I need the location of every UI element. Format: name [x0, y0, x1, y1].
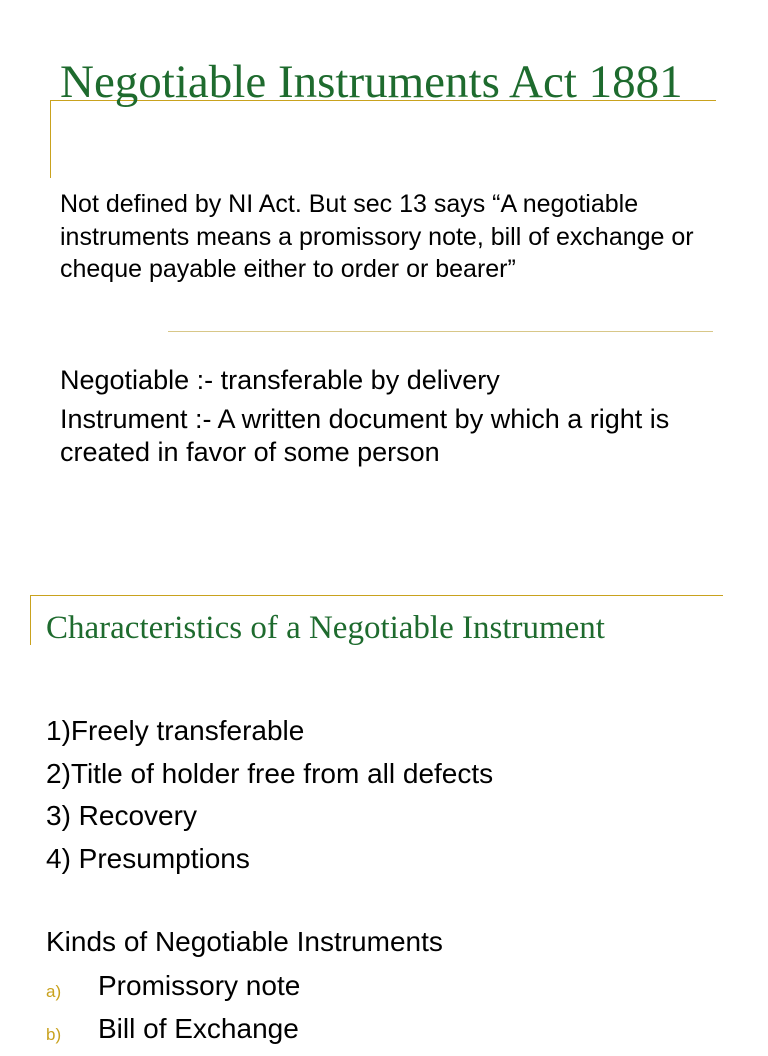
list-marker: a): [46, 982, 62, 1001]
characteristics-list: [46, 710, 746, 880]
slide1-definition: Not defined by NI Act. But sec 13 says “A negotiable instruments means a promissory note, bill of exchange or cheque payable either to order or bearer”: [60, 190, 694, 283]
slide2-title: Characteristics of a Negotiable Instrument: [46, 610, 605, 646]
kinds-heading: Kinds of Negotiable Instruments: [46, 926, 443, 957]
term-instrument: Instrument :- A written document by which a right is created in favor of some person: [60, 404, 670, 467]
slide2-title-rule-left: [30, 595, 31, 645]
slide2-title-rule-top: [30, 595, 723, 596]
kind-label: Promissory note: [98, 970, 301, 1001]
slide1-title: Negotiable Instruments Act 1881: [60, 56, 683, 108]
kinds-list: [46, 964, 746, 1050]
list-item: 4) Presumptions: [46, 842, 250, 874]
list-item: 3) Recovery: [46, 800, 197, 831]
term-negotiable: Negotiable :- transferable by delivery: [60, 365, 500, 395]
list-marker: b): [46, 1025, 62, 1044]
slide1-terms: [60, 364, 720, 475]
list-item: [46, 964, 746, 1007]
title-rule-left: [50, 100, 51, 178]
definition-divider: [168, 331, 713, 332]
list-item: 2)Title of holder free from all defects: [46, 757, 494, 789]
list-item: [46, 1007, 746, 1050]
list-item: 1)Freely transferable: [46, 715, 305, 746]
kind-label: Bill of Exchange: [98, 1013, 299, 1044]
